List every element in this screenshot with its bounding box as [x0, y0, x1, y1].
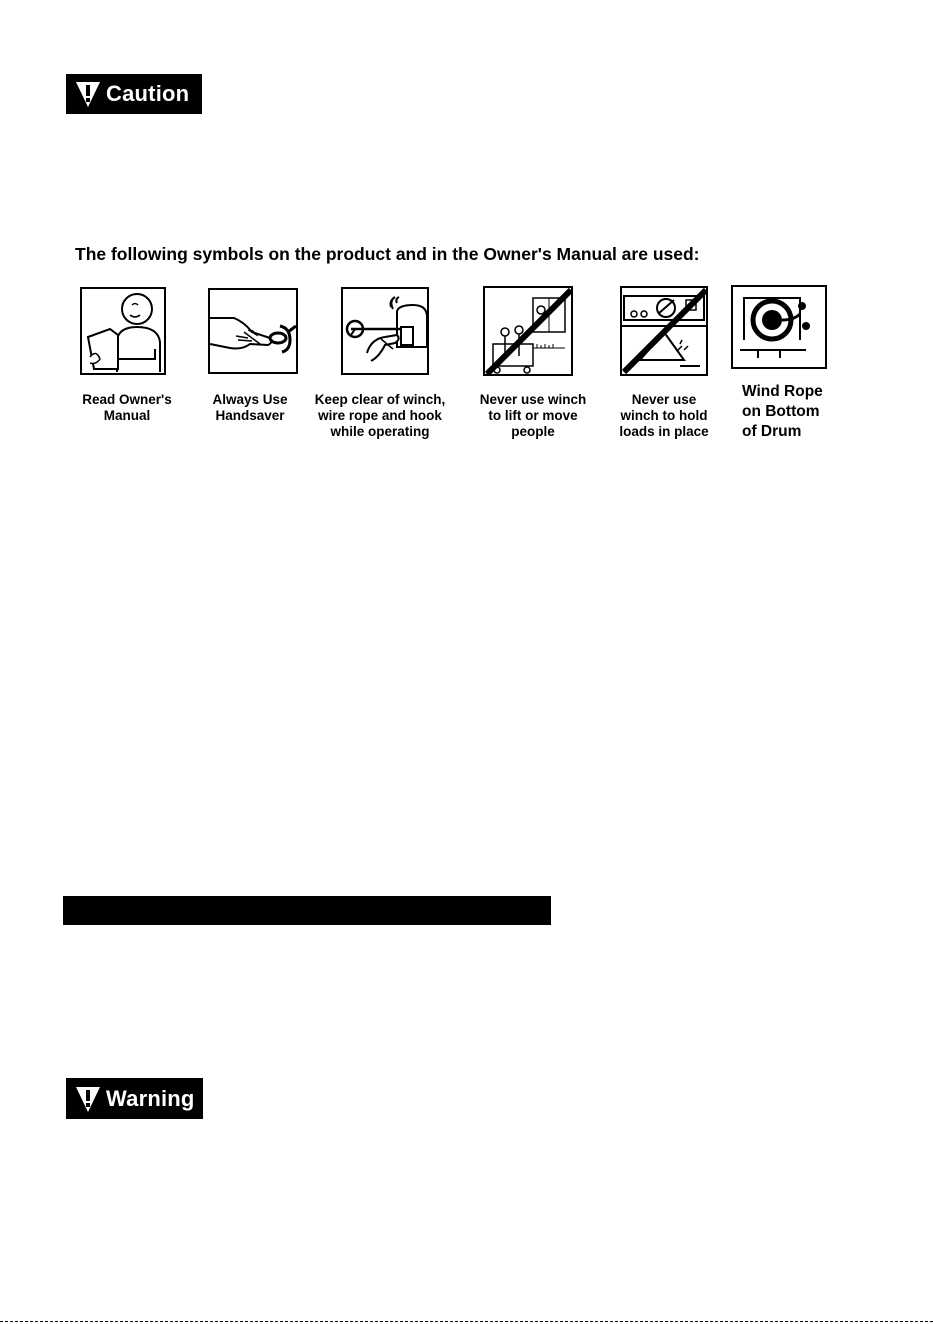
exclamation-shield-icon	[74, 79, 102, 109]
symbol-label: Read Owner's Manual	[82, 392, 172, 423]
caution-label: Caution	[106, 81, 190, 106]
no-hold-loads-icon	[620, 286, 708, 376]
wind-rope-drum-icon	[730, 284, 828, 370]
exclamation-shield-icon	[74, 1084, 102, 1114]
caution-badge	[66, 74, 202, 114]
symbols-intro: The following symbols on the product and in the Owner's Manual are used:	[75, 244, 700, 264]
symbol-label: Never use winch to hold loads in place	[619, 392, 709, 439]
warning-label: Warning	[106, 1085, 195, 1111]
symbol-label: Never use winch to lift or move people	[479, 392, 587, 439]
keep-clear-icon	[341, 287, 429, 375]
no-lift-people-icon	[483, 286, 573, 376]
warning-badge	[66, 1078, 203, 1119]
section-heading-bar	[63, 896, 551, 925]
page-bottom-rule	[0, 1321, 933, 1322]
symbol-label: Keep clear of winch, wire rope and hook while operating	[314, 392, 446, 439]
handsaver-icon	[208, 288, 298, 374]
symbol-label: Wind Rope on Bottom of Drum	[742, 383, 823, 440]
read-manual-icon	[80, 287, 166, 375]
symbol-label: Always Use Handsaver	[212, 392, 288, 423]
